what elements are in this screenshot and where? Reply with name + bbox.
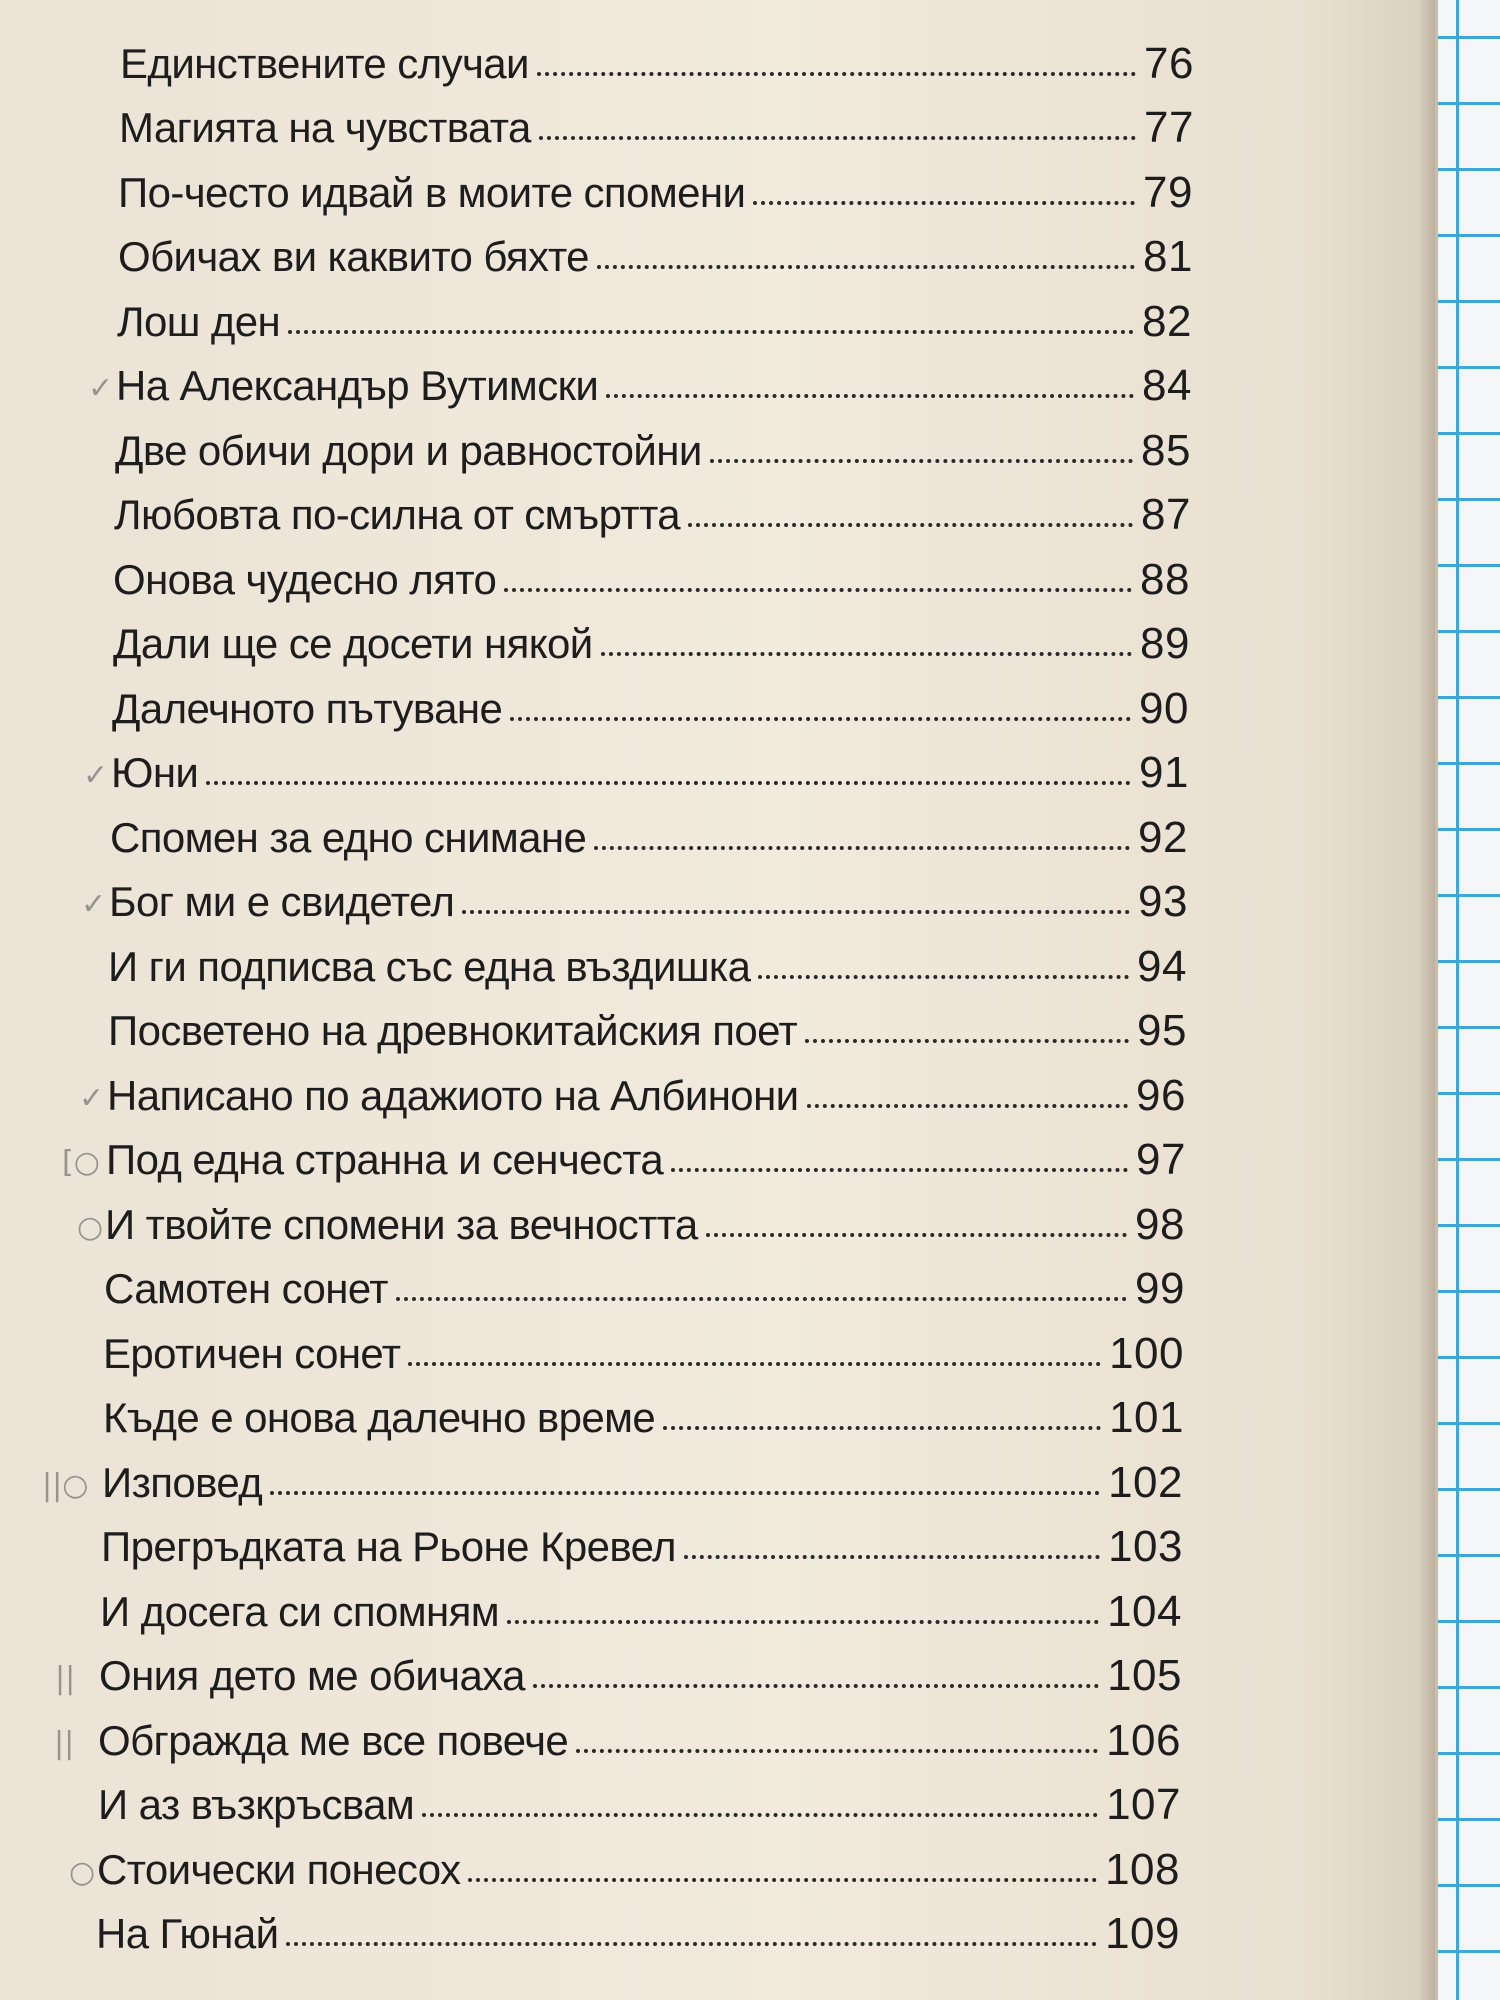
toc-entry-title: Бог ми е свидетел (109, 878, 455, 925)
toc-entry (110, 812, 1188, 864)
toc-entry-page-number: 107 (1106, 1780, 1181, 1829)
toc-entry (99, 1650, 1182, 1702)
toc-entry-title: Далечното пътуване (112, 685, 503, 732)
toc-entry-page-number: 103 (1108, 1522, 1183, 1571)
toc-entry-title: Ония дето ме обичаха (99, 1652, 525, 1699)
toc-entry-title: Онова чудесно лято (113, 556, 497, 603)
toc-entry-title: Спомен за едно снимане (110, 814, 587, 861)
toc-entry-page-number: 94 (1137, 942, 1187, 991)
toc-entry (118, 231, 1193, 283)
toc-entry (102, 1457, 1183, 1509)
toc-entry-title: Любовта по-силна от смъртта (114, 491, 680, 538)
dot-leader (288, 322, 1134, 334)
toc-entry-page-number: 88 (1140, 555, 1190, 604)
toc-entry-title: Юни (111, 749, 199, 796)
toc-entry-page-number: 90 (1139, 684, 1189, 733)
dot-leader (462, 902, 1130, 914)
toc-entry-page-number: 99 (1135, 1264, 1185, 1313)
dot-leader (601, 644, 1132, 656)
dot-leader (468, 1870, 1097, 1882)
dot-leader (663, 1418, 1101, 1430)
toc-entry (120, 38, 1194, 90)
toc-entry (119, 102, 1194, 154)
toc-entry-page-number: 96 (1136, 1071, 1186, 1120)
dot-leader (706, 1225, 1127, 1237)
toc-entry-page-number: 104 (1107, 1587, 1182, 1636)
toc-entry-page-number: 91 (1139, 748, 1189, 797)
toc-entry-page-number: 109 (1105, 1909, 1180, 1958)
toc-entry-page-number: 108 (1105, 1845, 1180, 1894)
toc-entry-title: И досега си спомням (100, 1588, 500, 1635)
toc-entry (111, 747, 1189, 799)
toc-entry-page-number: 87 (1141, 490, 1191, 539)
toc-entry (104, 1263, 1185, 1315)
toc-entry-title: И ги подписва със една въздишка (108, 943, 751, 990)
dot-leader (507, 1612, 1099, 1624)
toc-entry-title: На Гюнай (96, 1910, 279, 1957)
toc-entry-page-number: 101 (1109, 1393, 1184, 1442)
dot-leader (688, 515, 1133, 527)
toc-entry-page-number: 97 (1136, 1135, 1186, 1184)
toc-entry-page-number: 76 (1144, 39, 1194, 88)
dot-leader (270, 1483, 1100, 1495)
dot-leader (594, 838, 1130, 850)
toc-entry-title: И твойте спомени за вечността (105, 1201, 698, 1248)
toc-entry-title: Дали ще се досети някой (113, 620, 593, 667)
toc-entry (108, 941, 1187, 993)
toc-entry (112, 683, 1189, 735)
toc-entry-title: И аз възкръсвам (98, 1781, 415, 1828)
toc-entry-title: Посветено на древнокитайския поет (108, 1007, 798, 1054)
dot-leader (805, 1031, 1129, 1043)
toc-entry-title: Прегръдката на Рьоне Кревел (101, 1523, 676, 1570)
toc-entry (103, 1392, 1184, 1444)
dot-leader (684, 1547, 1100, 1559)
toc-entry (108, 1005, 1187, 1057)
toc-entry (98, 1779, 1181, 1831)
toc-entry (107, 1070, 1186, 1122)
toc-entry-title: Обгражда ме все повече (98, 1717, 569, 1764)
toc-entry-page-number: 85 (1141, 426, 1191, 475)
toc-entry-page-number: 92 (1138, 813, 1188, 862)
toc-entry-page-number: 98 (1135, 1200, 1185, 1249)
toc-entry-page-number: 106 (1106, 1716, 1181, 1765)
toc-entry-title: Обичах ви каквито бяхте (118, 233, 589, 280)
toc-entry-page-number: 93 (1138, 877, 1188, 926)
dot-leader (539, 128, 1136, 140)
toc-entry-page-number: 100 (1109, 1329, 1184, 1378)
toc-entry-title: Две обичи дори и равностойни (115, 427, 702, 474)
toc-entry-title: Еротичен сонет (103, 1330, 401, 1377)
dot-leader (286, 1934, 1097, 1946)
handwritten-mark-icon: ||○ (42, 1468, 89, 1503)
toc-entry-title: Къде е онова далечно време (103, 1394, 656, 1441)
toc-entry-title: По-често идвай в моите спомени (118, 169, 746, 216)
toc-entry (100, 1586, 1182, 1638)
handwritten-mark-icon: ✓ (81, 887, 107, 922)
toc-entry-title: Самотен сонет (104, 1265, 388, 1312)
toc-entry (113, 554, 1190, 606)
toc-entry (101, 1521, 1183, 1573)
toc-entry-page-number: 89 (1140, 619, 1190, 668)
toc-entry-page-number: 84 (1142, 361, 1192, 410)
toc-entry-page-number: 105 (1107, 1651, 1182, 1700)
handwritten-mark-icon: || (54, 1726, 75, 1761)
toc-entry-page-number: 79 (1143, 168, 1193, 217)
handwritten-mark-icon: ✓ (88, 371, 114, 406)
dot-leader (671, 1160, 1128, 1172)
dot-leader (206, 773, 1131, 785)
handwritten-mark-icon: [○ (62, 1145, 100, 1180)
toc-entry-title: Магията на чувствата (119, 104, 531, 151)
dot-leader (597, 257, 1135, 269)
toc-entry (98, 1715, 1181, 1767)
toc-entry-page-number: 81 (1143, 232, 1193, 281)
toc-entry (109, 876, 1188, 928)
handwritten-mark-icon: ○ (77, 1210, 104, 1245)
dot-leader (758, 967, 1129, 979)
toc-entry-title: Стоически понесох (97, 1846, 461, 1893)
dot-leader (533, 1676, 1099, 1688)
toc-entry (114, 489, 1191, 541)
handwritten-mark-icon: ○ (69, 1855, 96, 1890)
toc-entry (106, 1134, 1186, 1186)
toc-entry (117, 296, 1192, 348)
dot-leader (510, 709, 1131, 721)
toc-entry (103, 1328, 1184, 1380)
dot-leader (576, 1741, 1098, 1753)
toc-entry (115, 425, 1191, 477)
dot-leader (753, 193, 1135, 205)
toc-entry (118, 167, 1193, 219)
toc-entry-title: Написано по адажиото на Албинони (107, 1072, 799, 1119)
toc-entry-title: Под една странна и сенчеста (106, 1136, 664, 1183)
toc-entry-title: Единствените случаи (120, 40, 529, 87)
dot-leader (504, 580, 1132, 592)
graph-paper-background (1438, 0, 1500, 2000)
handwritten-mark-icon: ✓ (79, 1081, 105, 1116)
dot-leader (422, 1805, 1098, 1817)
handwritten-mark-icon: || (55, 1661, 76, 1696)
toc-entry-page-number: 95 (1137, 1006, 1187, 1055)
toc-entry-title: Изповед (102, 1459, 263, 1506)
toc-entry (116, 360, 1192, 412)
dot-leader (396, 1289, 1127, 1301)
dot-leader (408, 1354, 1101, 1366)
handwritten-mark-icon: ✓ (83, 758, 109, 793)
toc-entry-page-number: 77 (1144, 103, 1194, 152)
toc-entry-page-number: 102 (1108, 1458, 1183, 1507)
dot-leader (537, 64, 1136, 76)
dot-leader (807, 1096, 1129, 1108)
toc-entry-title: На Александър Вутимски (116, 362, 599, 409)
dot-leader (606, 386, 1134, 398)
toc-entry-page-number: 82 (1142, 297, 1192, 346)
toc-entry (96, 1908, 1180, 1960)
toc-entry-title: Лош ден (117, 298, 281, 345)
toc-entry (105, 1199, 1185, 1251)
toc-entry (97, 1844, 1180, 1896)
dot-leader (710, 451, 1133, 463)
toc-entry (113, 618, 1190, 670)
